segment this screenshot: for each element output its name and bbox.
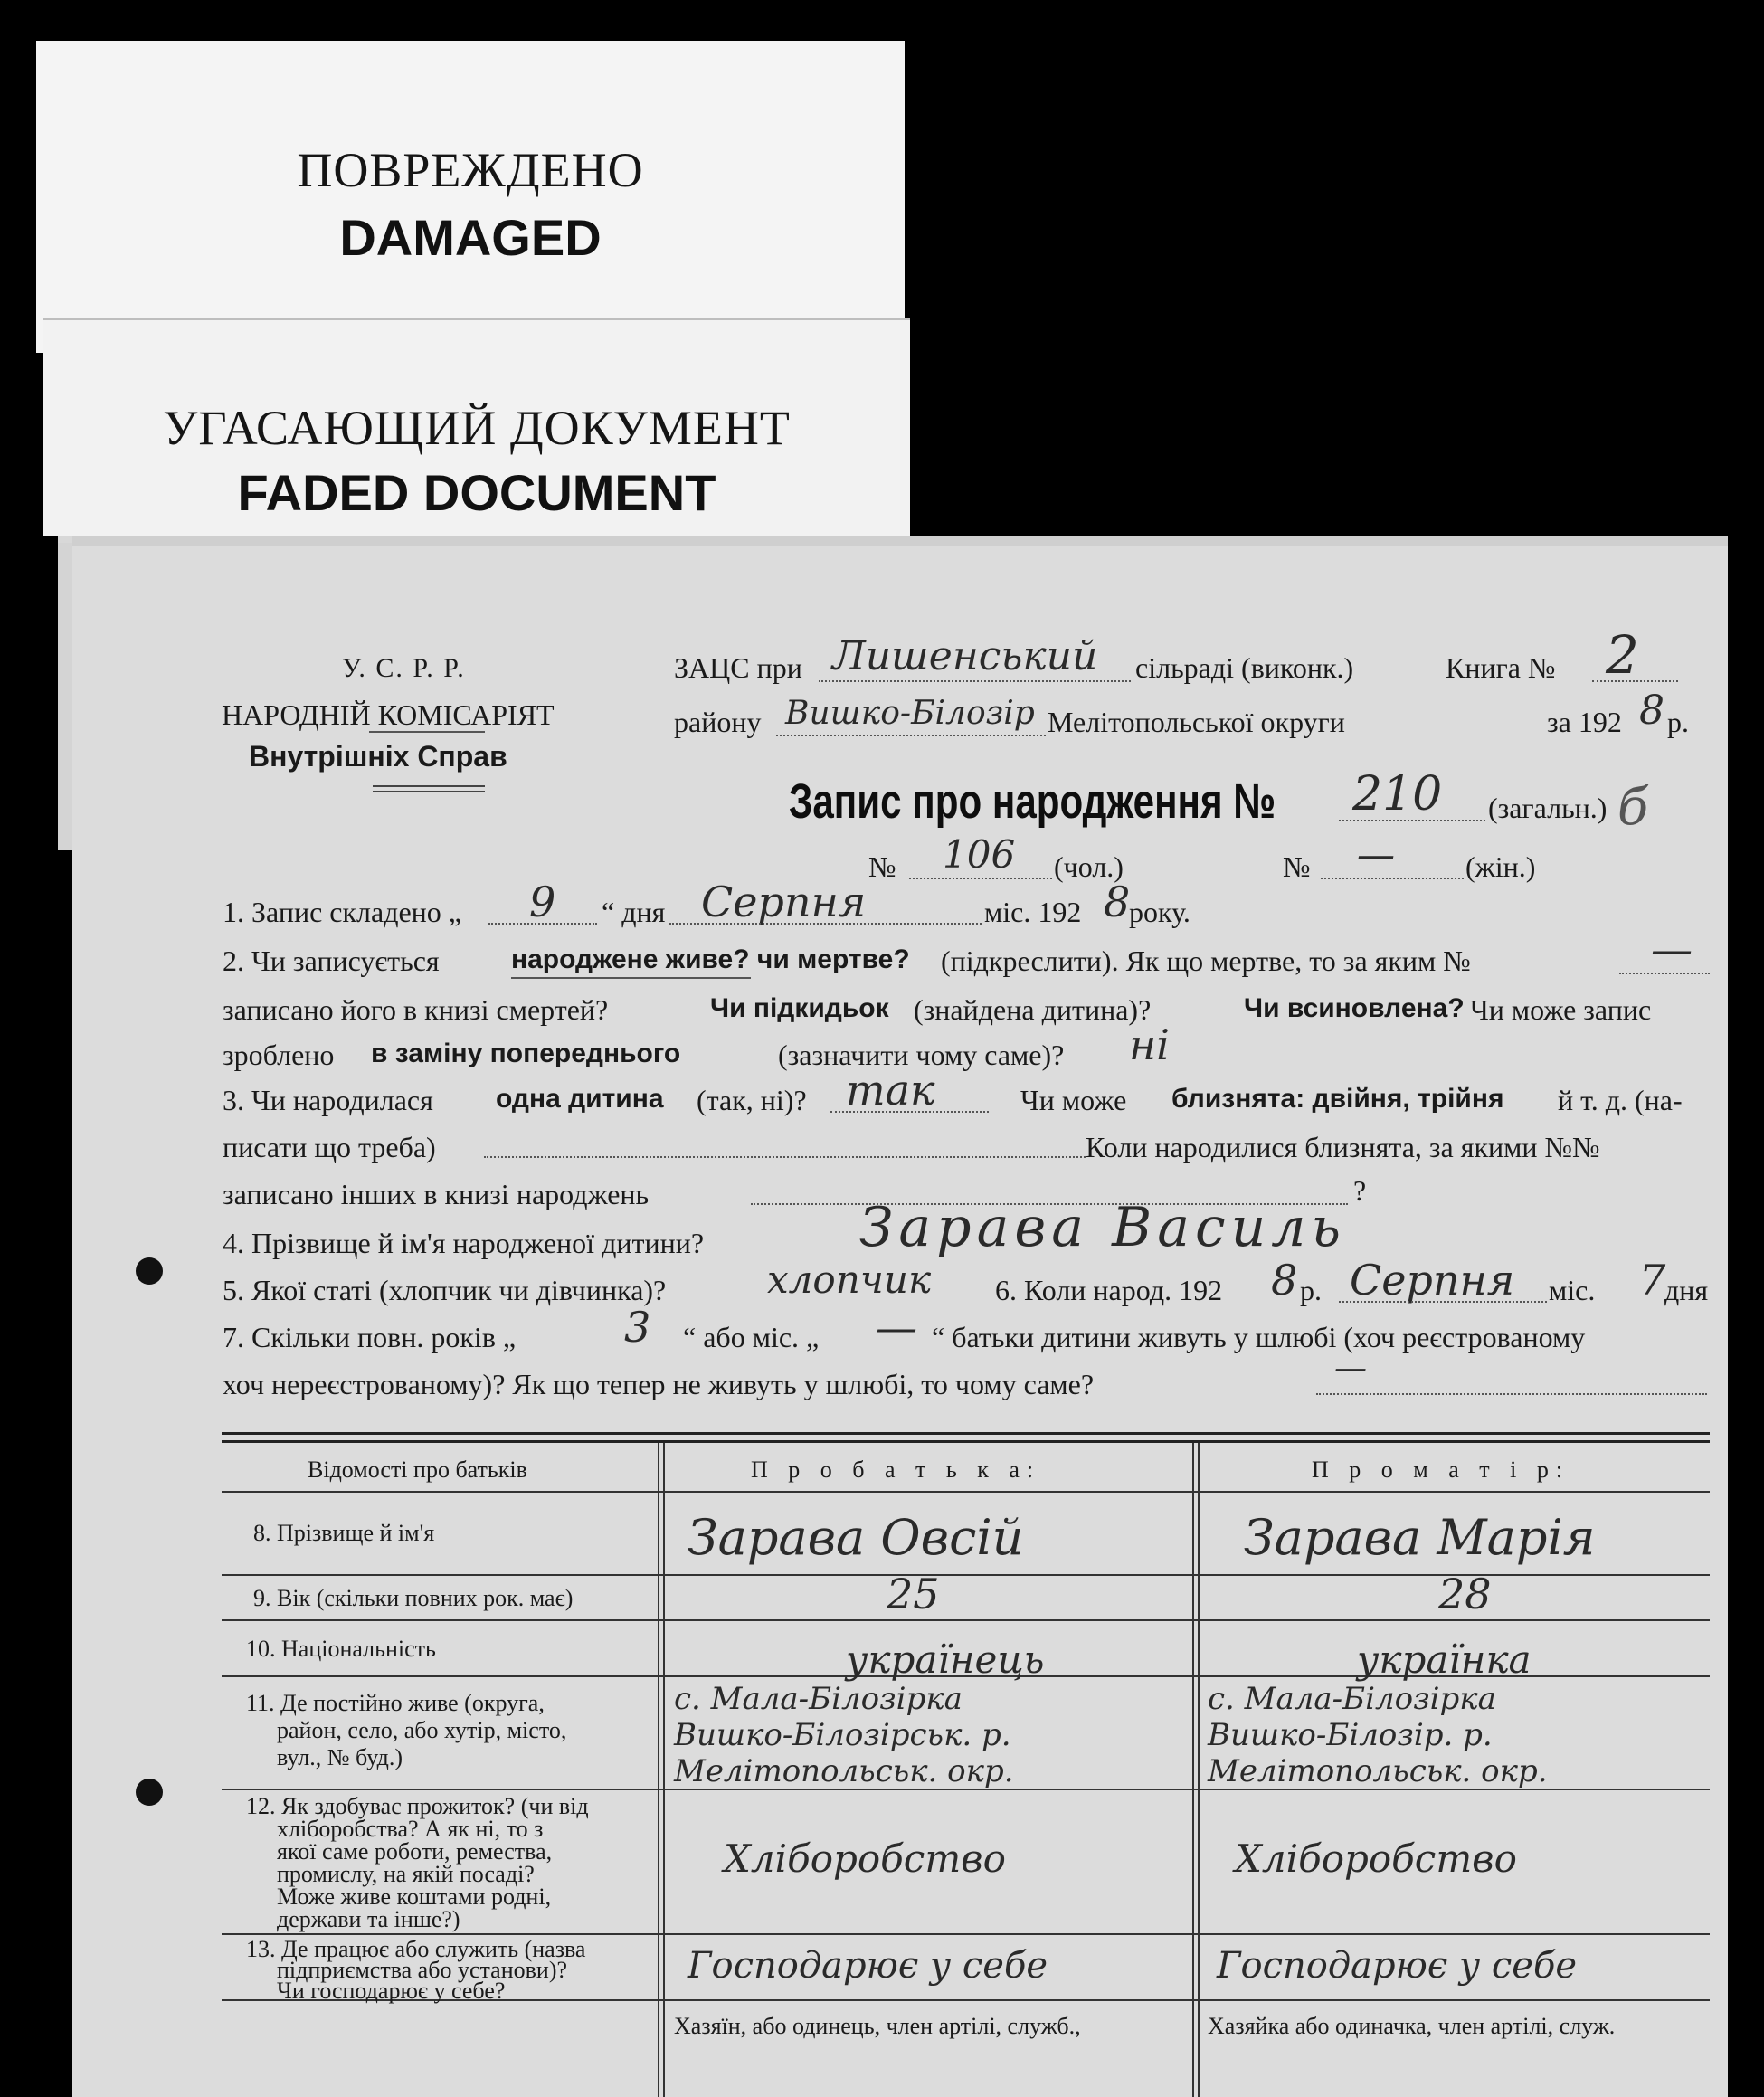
- table-border: [1192, 1443, 1194, 2097]
- item1-text: 1. Запис складено „: [223, 896, 461, 928]
- table-border: [222, 1440, 1710, 1443]
- female-number-value: —: [1357, 832, 1395, 877]
- row11-label: вул., № буд.): [277, 1744, 403, 1770]
- row12-label: 12. Як здобуває прожиток? (чи від: [246, 1793, 589, 1819]
- general-label: (загальн.): [1488, 792, 1608, 824]
- row13-label: 13. Де працює або служить (назва: [246, 1936, 586, 1962]
- marriage-months: —: [876, 1303, 917, 1352]
- male-number-dots: [909, 878, 1052, 879]
- mother-occupation: Хліборобство: [1235, 1836, 1517, 1881]
- item5-text: 5. Якої статі (хлопчик чи дівчинка)?: [223, 1274, 667, 1306]
- father-occupation: Хліборобство: [724, 1836, 1006, 1881]
- item3-dots: [484, 1156, 1086, 1158]
- row10-label: 10. Національність: [246, 1636, 436, 1662]
- item3-value: так: [846, 1066, 935, 1115]
- item1-day: 9: [529, 878, 556, 926]
- item2-text: записано його в книзі смертей?: [223, 993, 609, 1026]
- father-workplace: Господарює у себе: [688, 1945, 1048, 1987]
- table-border: [1198, 1443, 1200, 2097]
- table-border: [222, 1619, 1710, 1621]
- birth-year: 8: [1271, 1256, 1298, 1305]
- marriage-years: 3: [624, 1303, 651, 1352]
- item2-text: (знайдена дитина)?: [914, 993, 1152, 1026]
- item2-dots: [1619, 973, 1710, 974]
- item2-text: народжене живе? чи мертве?: [511, 944, 910, 974]
- item3-text: й т. д. (на-: [1558, 1084, 1683, 1116]
- faded-label-en: FADED DOCUMENT: [237, 464, 716, 521]
- item1-month-dots: [669, 923, 982, 925]
- table-header-father: П р о б а т ь к а:: [751, 1457, 1041, 1483]
- item2-text: в заміну попереднього: [371, 1039, 681, 1068]
- row9-label: 9. Вік (скільки повних рок. має): [253, 1585, 574, 1611]
- birth-day: 7: [1639, 1256, 1666, 1305]
- damaged-label-en: DAMAGED: [339, 209, 602, 266]
- item6-text: 6. Коли народ. 192: [995, 1274, 1223, 1306]
- item3-dots: [830, 1111, 989, 1113]
- item1-text: “ дня: [602, 896, 666, 928]
- female-number-label: №: [1283, 850, 1311, 883]
- divider: [373, 785, 485, 787]
- table-border: [658, 1443, 659, 2097]
- child-sex: хлопчик: [767, 1257, 932, 1302]
- damaged-card: [36, 41, 905, 353]
- father-name: Зарава Овсій: [688, 1509, 1024, 1566]
- book-label: Книга №: [1446, 651, 1556, 684]
- table-border: [663, 1443, 665, 2097]
- year-label: за 192: [1547, 706, 1622, 738]
- row12-label: Може живе коштами родні,: [277, 1884, 552, 1910]
- male-number-label: №: [868, 850, 896, 883]
- faded-label-ru: УГАСАЮЩИЙ ДОКУМЕНТ: [163, 401, 791, 455]
- mother-nationality: українка: [1357, 1637, 1532, 1682]
- item2-dash: —: [1651, 925, 1693, 973]
- mother-name: Зарава Марія: [1244, 1509, 1596, 1566]
- item1-day-dots: [488, 923, 597, 925]
- affairs-header: Внутрішніх Справ: [249, 740, 507, 773]
- table-header-mother: П р о м а т і р:: [1312, 1457, 1570, 1483]
- divider: [369, 731, 485, 733]
- item7-text: хоч нереєстрованому)? Як що тепер не живуть у шлюбі, то чому саме?: [223, 1368, 1095, 1400]
- item3-text: одна дитина: [496, 1084, 664, 1114]
- item2-text: Чи всиновлена?: [1244, 993, 1465, 1023]
- item1-year: 8: [1104, 878, 1131, 926]
- item1-text: року.: [1129, 896, 1190, 928]
- item7-text: 7. Скільки повн. років „: [223, 1321, 517, 1353]
- sheet-top-edge: [72, 536, 1728, 546]
- male-number-value: 106: [943, 832, 1016, 877]
- male-label: (чол.): [1054, 850, 1124, 883]
- faded-card: [43, 318, 910, 536]
- item3-text: 3. Чи народилася: [223, 1084, 433, 1116]
- zags-label: ЗАЦС при: [674, 651, 802, 684]
- child-name: Зарава Василь: [859, 1196, 1347, 1259]
- item3-text: Коли народилися близнята, за якими №№: [1086, 1131, 1600, 1163]
- book-dots: [1592, 680, 1678, 682]
- item3-text: близнята: двійня, трійня: [1171, 1084, 1504, 1114]
- item6-text: дня: [1664, 1274, 1709, 1306]
- raion-value: Вишко-Білозір: [785, 695, 1035, 732]
- ussr-header: У. С. Р. Р.: [342, 653, 466, 683]
- table-header-info: Відомості про батьків: [308, 1457, 527, 1483]
- commissariat-header: НАРОДНІЙ КОМІСАРІЯТ: [222, 698, 555, 731]
- female-number-dots: [1321, 878, 1464, 879]
- item4-text: 4. Прізвище й ім'я народженої дитини?: [223, 1227, 705, 1259]
- row12-label: промислу, на якій посаді?: [277, 1861, 535, 1887]
- year-suffix: р.: [1667, 706, 1689, 738]
- punch-hole: [136, 1257, 163, 1285]
- zags-value: Лишенський: [832, 633, 1098, 679]
- item2-text: Чи може запис: [1470, 993, 1652, 1026]
- punch-hole: [136, 1779, 163, 1806]
- row8-label: 8. Прізвище й ім'я: [253, 1520, 435, 1546]
- row14-mother: Хазяйка або одиначка, член артілі, служ.: [1208, 2013, 1616, 2039]
- item3-text: записано інших в книзі народжень: [223, 1178, 650, 1210]
- row12-label: хліборобства? А як ні, то з: [277, 1816, 544, 1842]
- damaged-label-ru: ПОВРЕЖДЕНО: [297, 143, 644, 197]
- item7-text: “ батьки дитини живуть у шлюбі (хоч реєстрованому: [932, 1321, 1586, 1353]
- row12-label: держави та інше?): [277, 1906, 460, 1932]
- father-nationality: українець: [846, 1637, 1045, 1682]
- row11-label: район, село, або хутір, місто,: [277, 1717, 567, 1743]
- mother-address: Мелітопольськ. окр.: [1208, 1753, 1548, 1789]
- row14-father: Хазяїн, або одинець, член артілі, служб.,: [674, 2013, 1081, 2039]
- underline: [511, 977, 751, 979]
- zags-dots: [819, 680, 1131, 682]
- year-value: 8: [1639, 688, 1664, 734]
- mother-age: 28: [1438, 1570, 1492, 1618]
- row12-label: якої саме роботи, ремества,: [277, 1838, 553, 1865]
- item3-text: (так, ні)?: [697, 1084, 807, 1116]
- item2-text: (зазначити чому саме)?: [778, 1039, 1065, 1071]
- item3-text: ?: [1353, 1174, 1367, 1207]
- record-number-dots: [1339, 820, 1485, 821]
- item7-text: “ або міс. „: [683, 1321, 820, 1353]
- birth-month: Серпня: [1350, 1256, 1515, 1305]
- mother-address: Вишко-Білозір. р.: [1208, 1717, 1493, 1753]
- mother-workplace: Господарює у себе: [1217, 1945, 1578, 1987]
- record-title: Запис про народження №: [789, 774, 1276, 829]
- divider: [373, 791, 485, 792]
- item2-text: Чи підкидьок: [710, 993, 889, 1023]
- okruga-label: Мелітопольської округи: [1048, 706, 1345, 738]
- book-value: 2: [1606, 624, 1639, 686]
- item6-text: р.: [1300, 1274, 1322, 1306]
- selrada-label: сільраді (виконк.): [1135, 651, 1354, 684]
- item6-dots: [1339, 1301, 1547, 1303]
- female-label: (жін.): [1465, 850, 1536, 883]
- row13-label: підприємства або установи)?: [277, 1957, 568, 1983]
- item2-text: 2. Чи записується: [223, 944, 440, 977]
- mother-address: с. Мала-Білозірка: [1208, 1681, 1496, 1717]
- item2-text: зроблено: [223, 1039, 335, 1071]
- table-border: [222, 1933, 1710, 1935]
- father-address: с. Мала-Білозірка: [674, 1681, 963, 1717]
- table-border: [222, 1491, 1710, 1493]
- item7-dots: [1316, 1393, 1707, 1395]
- item6-text: міс.: [1549, 1274, 1596, 1306]
- row13-label: Чи господарює у себе?: [277, 1978, 506, 2004]
- father-address: Вишко-Білозірськ. р.: [674, 1717, 1011, 1753]
- row11-label: 11. Де постійно живе (округа,: [246, 1690, 545, 1716]
- table-border: [222, 1432, 1710, 1435]
- item1-month: Серпня: [701, 878, 867, 926]
- father-address: Мелітопольськ. окр.: [674, 1753, 1014, 1789]
- item2-text: (підкреслити). Як що мертве, то за яким №: [941, 944, 1471, 977]
- corner-mark: б: [1617, 778, 1649, 837]
- father-age: 25: [887, 1570, 940, 1618]
- item3-text: Чи може: [1020, 1084, 1127, 1116]
- item7-dash: —: [1334, 1350, 1367, 1387]
- item1-text: міс. 192: [984, 896, 1082, 928]
- item2-value: ні: [1129, 1020, 1171, 1069]
- raion-dots: [776, 735, 1046, 736]
- item3-text: писати що треба): [223, 1131, 436, 1163]
- raion-label: району: [674, 706, 762, 738]
- record-number: 210: [1352, 767, 1443, 821]
